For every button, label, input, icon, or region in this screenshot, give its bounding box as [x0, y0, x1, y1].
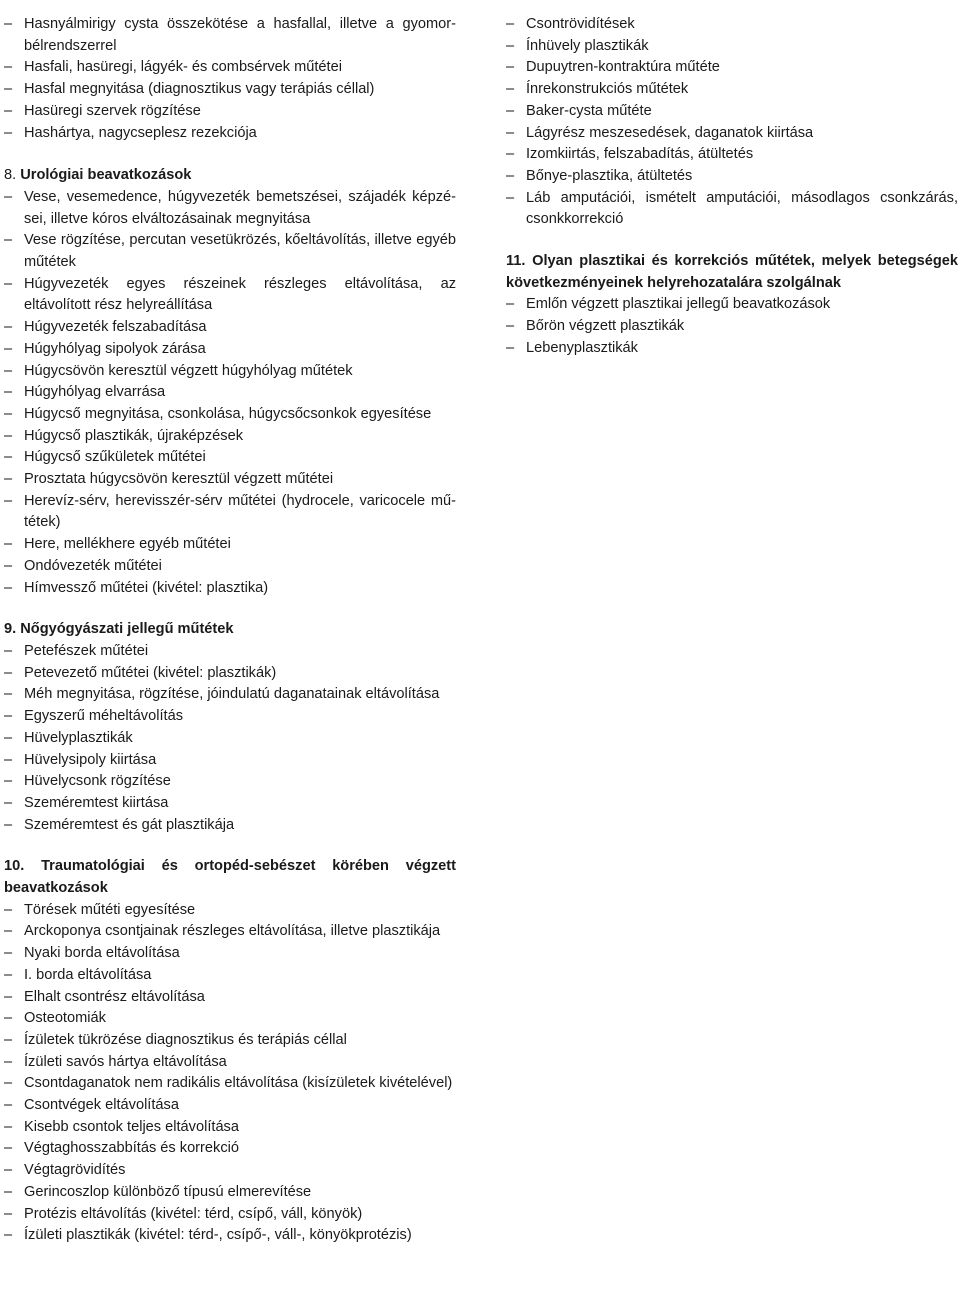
list-item: – Prosztata húgycsövön keresztül végzett műtétei: [4, 469, 456, 491]
list-item: – Osteotomiák: [4, 1008, 456, 1030]
list-item: – Csontrövidítések: [506, 14, 958, 36]
list-item: – Szeméremtest kiirtása: [4, 793, 456, 815]
section-number: 9.: [4, 621, 17, 638]
list-item: – Lebenyplasztikák: [506, 338, 958, 360]
list-item: – Hashártya, nagycseplesz rezekciója: [4, 123, 456, 145]
list-item: – Elhalt csontrész eltávolítása: [4, 987, 456, 1009]
section-number: 8.: [4, 167, 17, 184]
list-item: – Húgycső szűkületek műtétei: [4, 447, 456, 469]
list-item: – Vese rögzítése, percutan vesetükrözés, kőeltávolítás, illetve egyéb műtétek: [4, 230, 456, 273]
list-item: – Húgycső megnyitása, csonkolása, húgycsőcsonkok egyesítése: [4, 404, 456, 426]
section-heading: [4, 165, 456, 187]
right-column: [506, 14, 958, 360]
list-item: – Petefészek műtétei: [4, 641, 456, 663]
list-item: – Hasfal megnyitása (diagnosztikus vagy terápiás céllal): [4, 79, 456, 101]
section-title: Traumatológiai és ortopéd-sebészet körében végzett beavatkozások: [4, 858, 456, 897]
list-item: – Húgycső plasztikák, újraképzések: [4, 426, 456, 448]
list-item: – Húgycsövön keresztül végzett húgyhólyag műtétek: [4, 361, 456, 383]
list-item: – Arckoponya csontjainak részleges eltávolítása, illetve plasztikája: [4, 921, 456, 943]
list-item: – Végtagrövidítés: [4, 1160, 456, 1182]
intro-list-left: [4, 14, 456, 144]
list-item: – Emlőn végzett plasztikai jellegű beavatkozások: [506, 294, 958, 316]
list-item: – Dupuytren-kontraktúra műtéte: [506, 57, 958, 79]
list-item: – Kisebb csontok teljes eltávolítása: [4, 1117, 456, 1139]
list-item: – Húgyvezeték egyes részeinek részleges eltávolítása, az eltávolított rész helyreállítása: [4, 274, 456, 317]
list-item: – Húgyhólyag sipolyok zárása: [4, 339, 456, 361]
list-item: – Hüvelysipoly kiirtása: [4, 750, 456, 772]
section-heading: [4, 619, 456, 641]
list-item: – Gerincoszlop különböző típusú elmerevítése: [4, 1182, 456, 1204]
list-item: – Csontdaganatok nem radikális eltávolítása (kisízületek kivételével): [4, 1073, 456, 1095]
list-item: – Szeméremtest és gát plasztikája: [4, 815, 456, 837]
section-number: 10.: [4, 858, 25, 875]
section-urology: [4, 165, 456, 599]
list-item: – Hüvelycsonk rögzítése: [4, 771, 456, 793]
section-list: [4, 900, 456, 1247]
list-item: – Méh megnyitása, rögzítése, jóindulatú daganatainak eltávolítása: [4, 684, 456, 706]
list-item: – Egyszerű méheltávolítás: [4, 706, 456, 728]
list-item: – Baker-cysta műtéte: [506, 101, 958, 123]
section-list: [4, 187, 456, 599]
list-item: – Ízületek tükrözése diagnosztikus és terápiás céllal: [4, 1030, 456, 1052]
list-item: – Húgyvezeték felszabadítása: [4, 317, 456, 339]
section-heading: [506, 251, 958, 294]
list-item: – Ínhüvely plasztikák: [506, 36, 958, 58]
list-item: – Izomkiirtás, felszabadítás, átültetés: [506, 144, 958, 166]
list-item: – Hasüregi szervek rögzítése: [4, 101, 456, 123]
list-item: – Láb amputációi, ismételt amputációi, másodlagos csonkzárás, csonkkorrekció: [506, 188, 958, 231]
section-gynecology: [4, 619, 456, 836]
list-item: – Végtaghosszabbítás és korrekció: [4, 1138, 456, 1160]
list-item: – Ondóvezeték műtétei: [4, 556, 456, 578]
list-item: – Hüvelyplasztikák: [4, 728, 456, 750]
list-item: – Bőrön végzett plasztikák: [506, 316, 958, 338]
list-item: – Hímvessző műtétei (kivétel: plasztika): [4, 578, 456, 600]
left-column: [4, 14, 456, 1247]
section-traumatology: [4, 856, 456, 1247]
section-number: 11.: [506, 253, 526, 270]
section-list: [506, 294, 958, 359]
list-item: – Ízületi savós hártya eltávolítása: [4, 1052, 456, 1074]
list-item: – Petevezető műtétei (kivétel: plasztikák): [4, 663, 456, 685]
list-item: – Törések műtéti egyesítése: [4, 900, 456, 922]
list-item: – Nyaki borda eltávolítása: [4, 943, 456, 965]
section-plastic-surgery: [506, 251, 958, 360]
list-item: – Hasnyálmirigy cysta összekötése a hasfallal, illetve a gyomorbélrendszerrel: [4, 14, 456, 57]
list-item: – Lágyrész meszesedések, daganatok kiirtása: [506, 123, 958, 145]
list-item: – Herevíz-sérv, herevisszér-sérv műtétei (hydrocele, varicocele műtétek): [4, 491, 456, 534]
section-heading: [4, 856, 456, 899]
list-item: – Vese, vesemedence, húgyvezeték bemetszései, szájadék képzései, illetve kóros elváltozásainak megnyitása: [4, 187, 456, 230]
list-item: – Protézis eltávolítás (kivétel: térd, csípő, váll, könyök): [4, 1204, 456, 1226]
list-item: – Ízületi plasztikák (kivétel: térd-, csípő-, váll-, könyökprotézis): [4, 1225, 456, 1247]
intro-list-right: [506, 14, 958, 231]
list-item: – Húgyhólyag elvarrása: [4, 382, 456, 404]
list-item: – Bőnye-plasztika, átültetés: [506, 166, 958, 188]
list-item: – Here, mellékhere egyéb műtétei: [4, 534, 456, 556]
list-item: – Hasfali, hasüregi, lágyék- és combsérvek műtétei: [4, 57, 456, 79]
section-title: Nőgyógyászati jellegű műtétek: [20, 621, 234, 638]
section-list: [4, 641, 456, 836]
section-title: Olyan plasztikai és korrekciós műtétek, melyek betegségek következményeinek helyrehozatalára szolgálnak: [506, 253, 959, 291]
section-title: Urológiai beavatkozások: [20, 167, 192, 184]
list-item: – I. borda eltávolítása: [4, 965, 456, 987]
list-item: – Ínrekonstrukciós műtétek: [506, 79, 958, 101]
list-item: – Csontvégek eltávolítása: [4, 1095, 456, 1117]
